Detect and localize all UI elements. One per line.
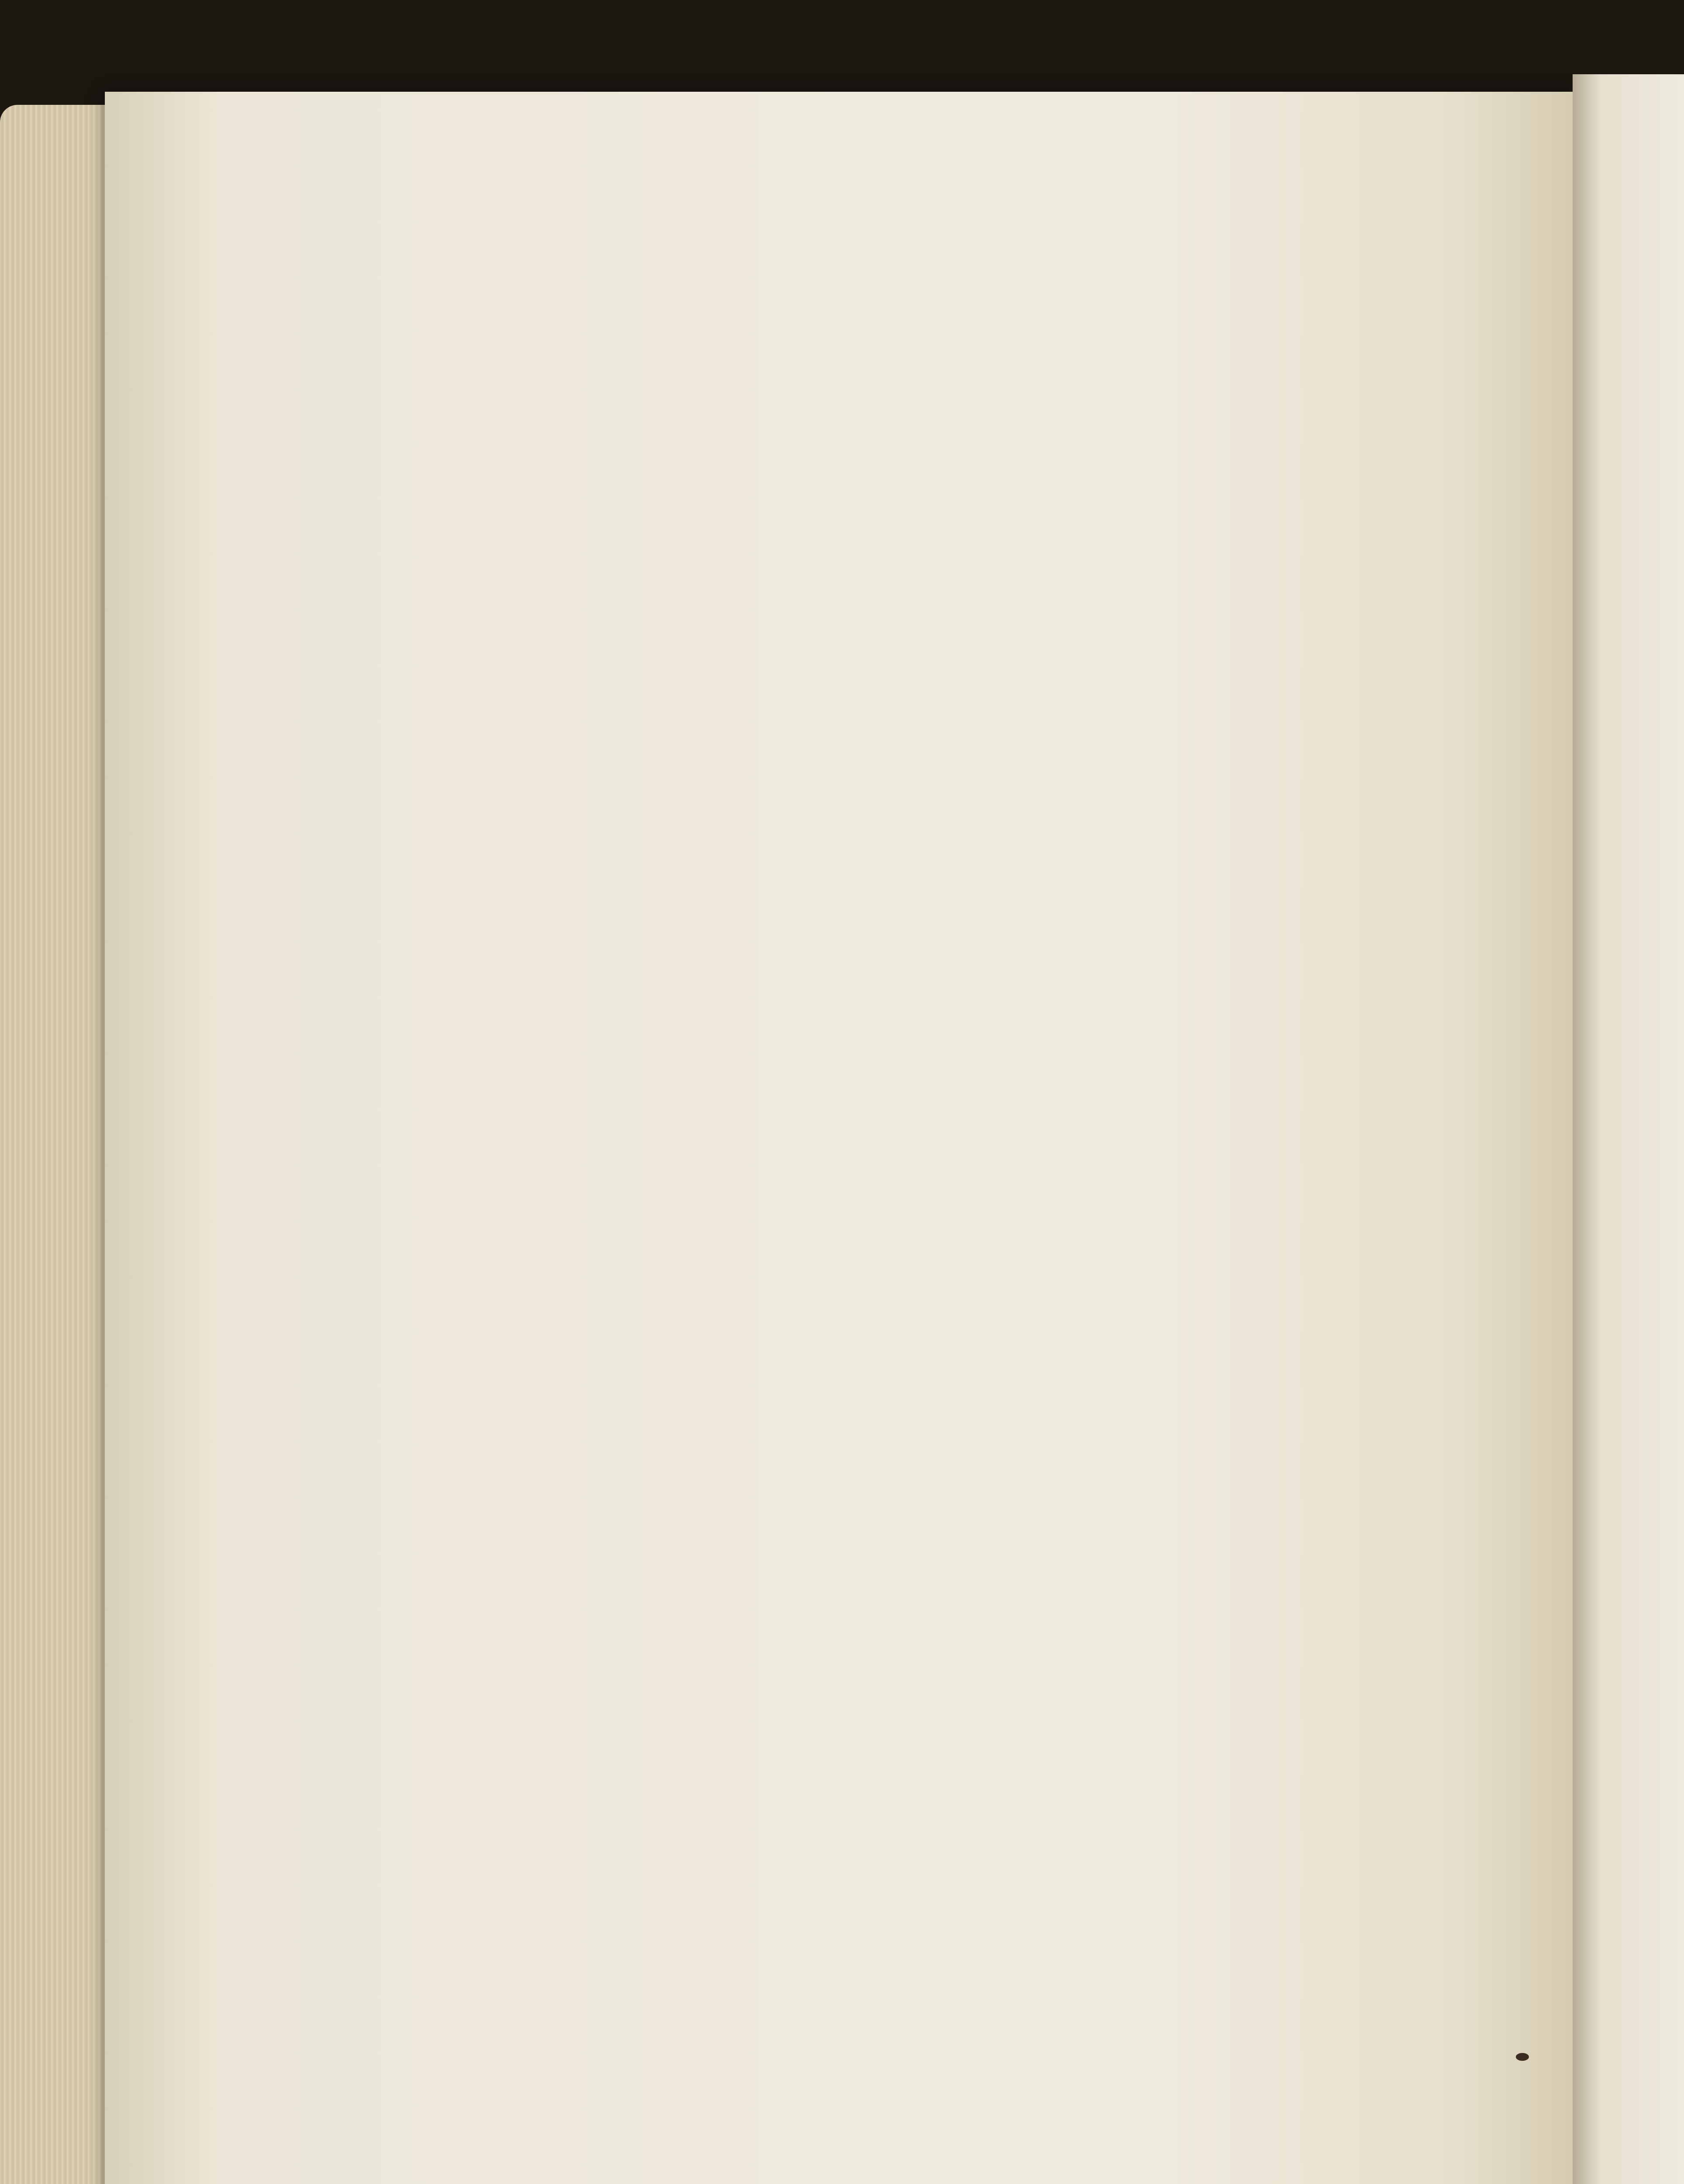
- facing-page-edge: [1573, 74, 1684, 2184]
- page: [105, 92, 1573, 2184]
- ink-spot: [1516, 2053, 1529, 2061]
- book-fore-edge: [0, 105, 109, 2184]
